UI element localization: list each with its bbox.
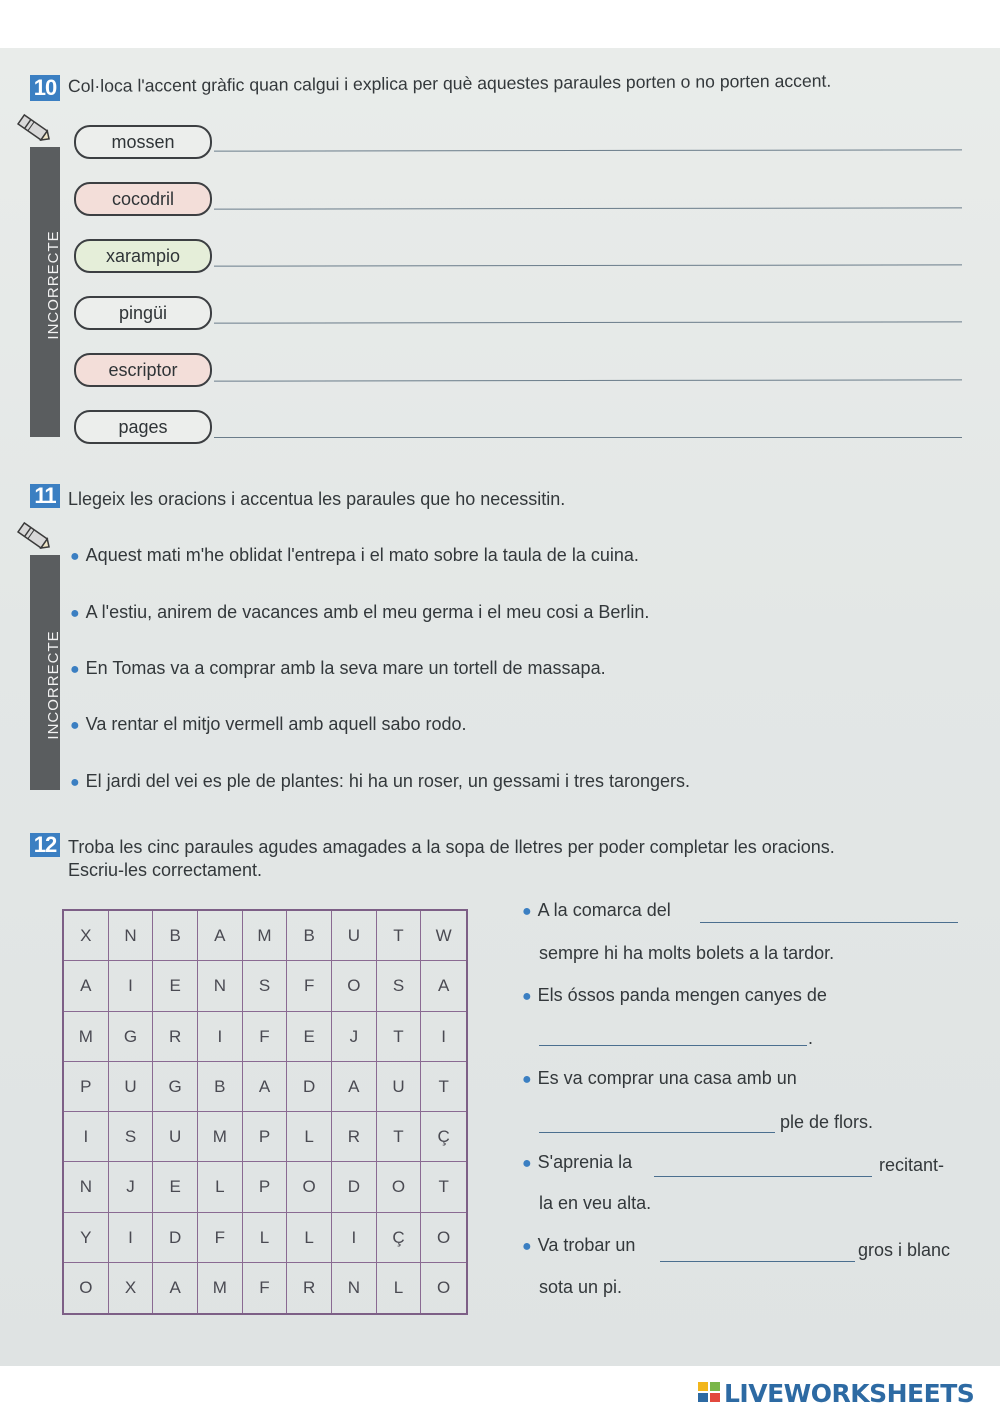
grid-cell[interactable]: G [109, 1012, 154, 1062]
grid-cell[interactable]: S [243, 961, 288, 1011]
grid-cell[interactable]: N [332, 1263, 377, 1313]
top-margin [0, 0, 1000, 48]
grid-cell[interactable]: U [377, 1062, 422, 1112]
fill-sentence-5-end: sota un pi. [539, 1277, 623, 1297]
blank-4[interactable] [654, 1160, 872, 1177]
grid-cell[interactable]: F [287, 961, 332, 1011]
grid-cell[interactable]: O [287, 1162, 332, 1212]
grid-cell[interactable]: X [109, 1263, 154, 1313]
grid-cell[interactable]: T [377, 911, 422, 961]
liveworksheets-logo [698, 1378, 974, 1408]
word-pill-escriptor: escriptor [74, 353, 212, 387]
grid-cell[interactable]: Y [64, 1213, 109, 1263]
grid-cell[interactable]: E [153, 1162, 198, 1212]
fill-sentence-5-mid: gros i blanc [858, 1240, 951, 1260]
fill-sentence-3 [522, 1068, 797, 1089]
grid-cell[interactable]: D [332, 1162, 377, 1212]
grid-cell[interactable]: N [64, 1162, 109, 1212]
exercise-12-instruction [68, 837, 835, 881]
grid-cell[interactable]: B [287, 911, 332, 961]
grid-cell[interactable]: L [243, 1213, 288, 1263]
grid-cell[interactable]: O [377, 1162, 422, 1212]
bullet-icon: ● [70, 774, 80, 791]
bullet-icon: ● [70, 605, 80, 622]
grid-cell[interactable]: M [198, 1112, 243, 1162]
word-pill-pages: pages [74, 410, 212, 444]
incorrecte-sidebar-10 [30, 147, 60, 437]
sentence-11-5 [70, 771, 690, 792]
exercise-12-instruction-line-2: Escriu-les correctament. [68, 860, 263, 880]
grid-cell[interactable]: I [64, 1112, 109, 1162]
grid-cell[interactable]: J [332, 1012, 377, 1062]
bullet-icon: ● [522, 1238, 532, 1255]
grid-cell[interactable]: F [198, 1213, 243, 1263]
sentence-text: A la comarca del [537, 900, 671, 920]
blank-1[interactable] [700, 906, 958, 923]
exercise-10-instruction: Col·loca l'accent gràfic quan calgui i explica per què aquestes paraules porten o no porten accent. [67, 70, 832, 96]
grid-cell[interactable]: I [421, 1012, 466, 1062]
grid-cell[interactable]: O [332, 961, 377, 1011]
grid-cell[interactable]: Ç [421, 1112, 466, 1162]
sentence-11-2 [70, 602, 649, 623]
grid-cell[interactable]: N [109, 911, 154, 961]
sentence-text[interactable]: En Tomas va a comprar amb la seva mare un tortell de massapa. [85, 658, 606, 678]
grid-cell[interactable]: L [198, 1162, 243, 1212]
grid-cell[interactable]: L [287, 1213, 332, 1263]
fill-sentence-1-cont: sempre hi ha molts bolets a la tardor. [539, 943, 835, 963]
grid-cell[interactable]: Ç [377, 1213, 422, 1263]
logo-text: LIVEWORKSHEETS [724, 1378, 975, 1408]
exercise-10-number: 10 [30, 75, 60, 101]
fill-sentence-2-end: . [808, 1028, 814, 1048]
fill-sentence-2 [522, 985, 827, 1006]
fill-sentence-4-mid: recitant- [879, 1155, 945, 1175]
fill-sentence-4 [522, 1152, 632, 1173]
grid-cell[interactable]: P [243, 1162, 288, 1212]
grid-cell[interactable]: P [64, 1062, 109, 1112]
grid-cell[interactable]: T [421, 1062, 466, 1112]
incorrecte-label-10: INCORRECTE [45, 230, 62, 340]
grid-cell[interactable]: L [377, 1263, 422, 1313]
grid-cell[interactable]: S [109, 1112, 154, 1162]
bullet-icon: ● [522, 903, 532, 920]
blank-2[interactable] [539, 1029, 807, 1046]
grid-cell[interactable]: I [332, 1213, 377, 1263]
grid-cell[interactable]: I [109, 1213, 154, 1263]
grid-cell[interactable]: R [153, 1012, 198, 1062]
fill-sentence-4-end: la en veu alta. [539, 1193, 652, 1213]
blank-5[interactable] [660, 1245, 855, 1262]
sentence-text[interactable]: El jardi del vei es ple de plantes: hi ha un roser, un gessami i tres tarongers. [85, 771, 690, 791]
bullet-icon: ● [522, 1155, 532, 1172]
answer-line-6[interactable] [214, 437, 962, 438]
word-search-grid [62, 909, 468, 1315]
sentence-11-4 [70, 714, 467, 735]
grid-cell[interactable]: T [421, 1162, 466, 1212]
grid-cell[interactable]: I [198, 1012, 243, 1062]
grid-cell[interactable]: X [64, 911, 109, 961]
grid-cell[interactable]: D [153, 1213, 198, 1263]
sentence-text: Es va comprar una casa amb un [537, 1068, 797, 1088]
grid-cell[interactable]: O [64, 1263, 109, 1313]
sentence-text: Els óssos panda mengen canyes de [537, 985, 827, 1005]
grid-cell[interactable]: R [287, 1263, 332, 1313]
sentence-text: Va trobar un [537, 1235, 636, 1255]
grid-cell[interactable]: T [377, 1012, 422, 1062]
sentence-text[interactable]: Va rentar el mitjo vermell amb aquell sabo rodo. [85, 714, 467, 734]
exercise-11-instruction: Llegeix les oracions i accentua les paraules que ho necessitin. [68, 489, 566, 509]
grid-cell[interactable]: N [198, 961, 243, 1011]
exercise-12-instruction-line-1: Troba les cinc paraules agudes amagades a la sopa de lletres per poder completar les oracions. [68, 837, 835, 857]
pencil-eraser-icon [14, 112, 54, 146]
fill-sentence-5 [522, 1235, 635, 1256]
word-pill-pingui: pingüi [74, 296, 212, 330]
grid-cell[interactable]: A [198, 911, 243, 961]
grid-cell[interactable]: U [153, 1112, 198, 1162]
bullet-icon: ● [70, 661, 80, 678]
grid-cell[interactable]: U [109, 1062, 154, 1112]
grid-cell[interactable]: O [421, 1213, 466, 1263]
exercise-12-number: 12 [30, 833, 60, 857]
grid-cell[interactable]: U [332, 911, 377, 961]
word-pill-cocodril: cocodril [74, 182, 212, 216]
grid-cell[interactable]: L [287, 1112, 332, 1162]
exercise-11-number: 11 [30, 484, 60, 508]
sentence-text[interactable]: Aquest mati m'he oblidat l'entrepa i el mato sobre la taula de la cuina. [85, 545, 639, 565]
grid-cell[interactable]: A [153, 1263, 198, 1313]
sentence-text[interactable]: A l'estiu, anirem de vacances amb el meu germa i el meu cosi a Berlin. [85, 602, 650, 622]
grid-cell[interactable]: A [243, 1062, 288, 1112]
sentence-11-1 [70, 545, 639, 566]
fill-sentence-1 [522, 900, 671, 921]
grid-cell[interactable]: F [243, 1012, 288, 1062]
grid-cell[interactable]: E [153, 961, 198, 1011]
grid-cell[interactable]: S [377, 961, 422, 1011]
grid-cell[interactable]: T [377, 1112, 422, 1162]
grid-cell[interactable]: E [287, 1012, 332, 1062]
grid-cell[interactable]: M [198, 1263, 243, 1313]
grid-cell[interactable]: D [287, 1062, 332, 1112]
grid-cell[interactable]: W [421, 911, 466, 961]
fill-sentence-3-end: ple de flors. [780, 1112, 874, 1132]
grid-cell[interactable]: F [243, 1263, 288, 1313]
sentence-text: S'aprenia la [537, 1152, 633, 1172]
grid-cell[interactable]: O [437, 1277, 451, 1297]
grid-cell[interactable]: R [332, 1112, 377, 1162]
grid-cell[interactable]: B [198, 1062, 243, 1112]
grid-cell[interactable]: I [109, 961, 154, 1011]
word-pill-mossen: mossen [74, 125, 212, 159]
bullet-icon: ● [70, 548, 80, 565]
grid-cell[interactable]: A [421, 961, 466, 1011]
grid-cell[interactable]: J [109, 1162, 154, 1212]
blank-3[interactable] [539, 1116, 775, 1133]
sentence-11-3 [70, 658, 606, 679]
grid-cell[interactable]: M [243, 911, 288, 961]
pencil-eraser-icon [14, 520, 54, 554]
bullet-icon: ● [522, 1071, 532, 1088]
liveworksheets-logo-icon [698, 1382, 722, 1404]
bullet-icon: ● [522, 988, 532, 1005]
incorrecte-label-11: INCORRECTE [45, 630, 62, 740]
incorrecte-sidebar-11 [30, 555, 60, 790]
bullet-icon: ● [70, 717, 80, 734]
word-pill-xarampio: xarampio [74, 239, 212, 273]
grid-cell[interactable]: G [153, 1062, 198, 1112]
grid-cell[interactable]: M [64, 1012, 109, 1062]
grid-cell[interactable]: A [64, 961, 109, 1011]
grid-cell[interactable]: A [332, 1062, 377, 1112]
grid-cell[interactable]: P [243, 1112, 288, 1162]
grid-cell[interactable]: B [153, 911, 198, 961]
